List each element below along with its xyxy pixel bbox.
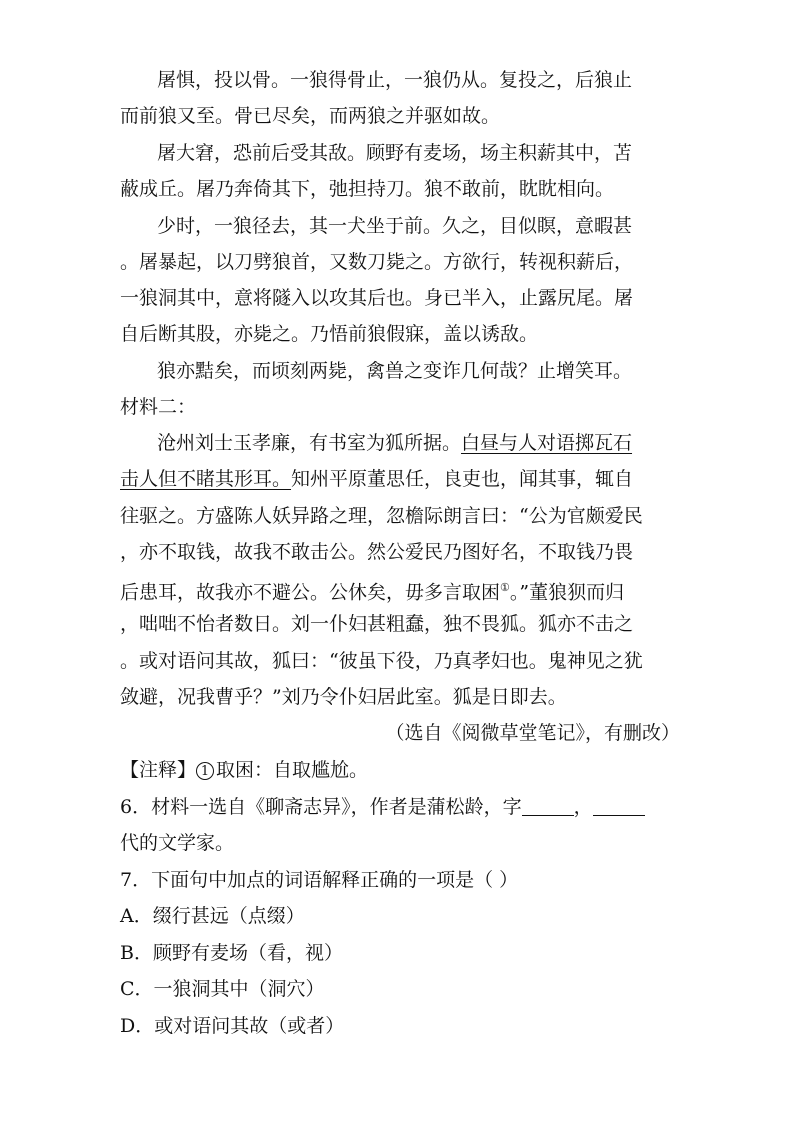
question-6-separator: ， (573, 796, 593, 818)
answer-blank[interactable] (522, 797, 574, 816)
option-d[interactable]: D．或对语问其故（或者） (120, 1015, 345, 1037)
passage1-line: 自后断其股，亦毙之。乃悟前狼假寐，盖以诱敌。 (120, 323, 539, 345)
passage1-line: 而前狼又至。骨已尽矣，而两狼之并驱如故。 (120, 105, 501, 127)
material2-line: 敛避，况我曹乎？”刘乃令仆妇居此室。狐是日即去。 (120, 686, 567, 708)
material2-line: 。或对语问其故，狐曰：“彼虽下役，乃真孝妇也。鬼神见之犹 (120, 650, 643, 672)
option-b[interactable]: B．顾野有麦场（看，视） (120, 942, 343, 964)
passage1-line: 少时，一狼径去，其一犬坐于前。久之，目似瞑，意暇甚 (157, 215, 633, 237)
passage1-line: 一狼洞其中，意将隧入以攻其后也。身已半入，止露尻尾。屠 (120, 287, 634, 309)
material2-line: ，亦不取钱，故我不敢击公。然公爱民乃图好名，不取钱乃畏 (120, 541, 634, 563)
underlined-sentence: 击人但不睹其形耳。 (120, 468, 292, 490)
passage1-line: 屠大窘，恐前后受其敌。顾野有麦场，场主积薪其中，苫 (157, 142, 633, 164)
material2-label: 材料二： (120, 396, 197, 418)
annotation-label: 【注释】 (120, 759, 197, 781)
circled-number-one: 1 (196, 762, 214, 780)
footnote-marker: ① (500, 581, 510, 594)
passage1-line: 屠惧，投以骨。一狼得骨止，一狼仍从。复投之，后狼止 (157, 69, 633, 91)
material2-text: 。”董狼狈而归 (509, 581, 625, 604)
question-7-stem: 7．下面句中加点的词语解释正确的一项是（ ） (120, 869, 519, 891)
passage1-line: 狼亦黠矣，而顷刻两毙，禽兽之变诈几何哉？止增笑耳。 (157, 360, 633, 382)
material2-text: 知州平原董思任，良吏也，闻其事，辄自 (291, 468, 634, 490)
annotation (120, 756, 680, 784)
material2-text: 后患耳，故我亦不避公。公休矣，毋多言取困 (120, 581, 501, 604)
material2-line (120, 574, 680, 606)
annotation-text: 取困：自取尴尬。 (216, 759, 369, 781)
question-6-line2: 代的文学家。 (120, 832, 235, 854)
question-6 (120, 793, 680, 821)
source-citation: （选自《阅微草堂笔记》，有删改） (385, 722, 680, 744)
material2-line (157, 429, 680, 457)
underlined-sentence: 白昼与人对语掷瓦石 (461, 432, 633, 454)
answer-blank[interactable] (593, 797, 645, 816)
material2-line: 往驱之。方盛陈人妖异路之理，忽檐际朗言曰：“公为官颇爱民 (120, 505, 643, 527)
passage1-line: 蔽成丘。屠乃奔倚其下，弛担持刀。狼不敢前，眈眈相向。 (120, 178, 615, 200)
material2-line (120, 465, 680, 493)
option-c[interactable]: C．一狼洞其中（洞穴） (120, 978, 325, 1000)
material2-line: ，咄咄不怡者数日。刘一仆妇甚粗蠢，独不畏狐。狐亦不击之 (120, 613, 634, 635)
option-a[interactable]: A．缀行甚远（点缀） (120, 905, 305, 927)
material2-text: 沧州刘士玉孝廉，有书室为狐所据。 (157, 432, 462, 454)
question-6-text: 6．材料一选自《聊斋志异》，作者是蒲松龄，字 (120, 796, 522, 818)
passage1-line: 。屠暴起，以刀劈狼首，又数刀毙之。方欲行，转视积薪后， (120, 251, 634, 273)
